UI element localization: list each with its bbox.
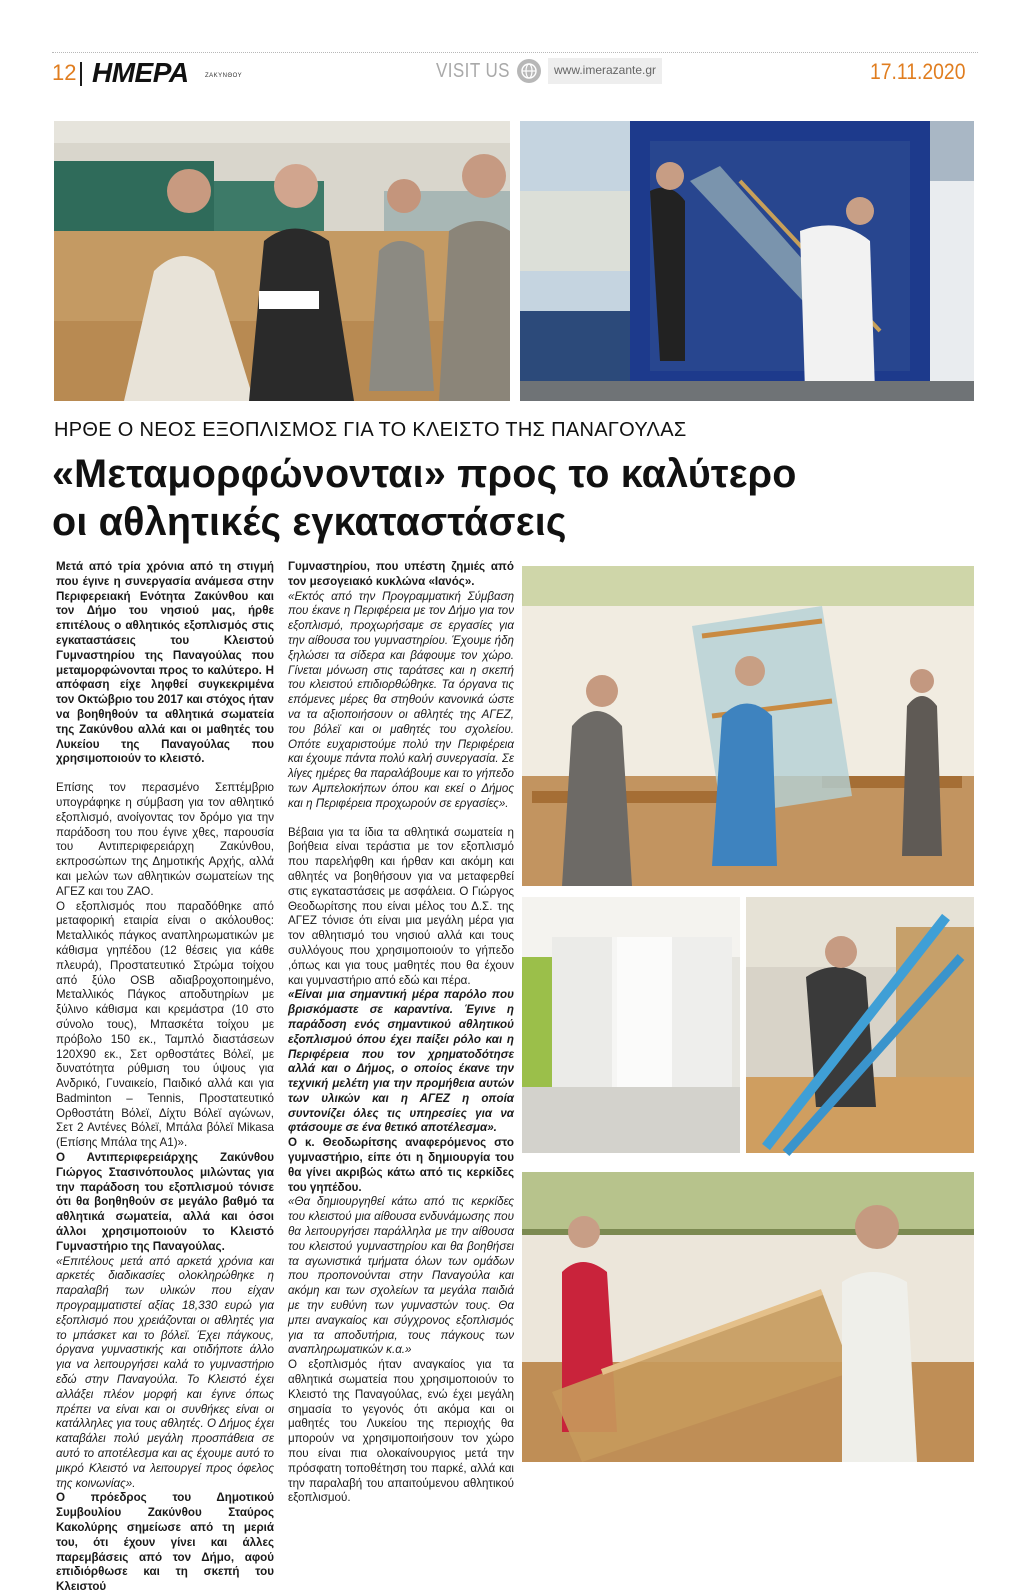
page-number: 12 — [52, 60, 77, 85]
globe-icon[interactable] — [517, 59, 541, 83]
newspaper-logo-sub: ΖΑΚΥΝΘΟΥ — [205, 73, 243, 79]
photo-two-men-bench — [522, 1172, 974, 1462]
header-rule — [52, 52, 978, 53]
col2-para-3: Βέβαια για τα ίδια τα αθλητικά σωματεία η βοήθεια είναι τεράστια με τον εξοπλισμό που παρελήφθη και ήρθαν και ακόμη και αθλητές να βοηθήσουν για να μεταφερθεί στις εγκαταστάσεις με ασφάλεια. Ο Γιώργος Θεοδωρίτσης που είναι μέλος του Δ.Σ. της ΑΓΕΖ τόνισε ότι είναι μια μεγάλη μέρα για τον αθλητισμό του νησιού αλλά και τους συλλόγους που χρησιμοποιούν το γήπεδο ,όπως και για τους μαθητές που θα έχουν και γυμναστήριο από εδώ και πέρα. — [288, 825, 514, 987]
col1-para-2: Επίσης τον περασμένο Σεπτέμβριο υπογράφηκε η σύμβαση για τον αθλητικό εξοπλισμό, ανοίγοντας τον δρόμο για την παράδοση του που έγινε χθες, παρουσία του Αντιπεριφερειάρχη Ζακύνθου, εκπροσώπων της Δημοτικής Αρχής, αλλά και μελών των αθλητικών σωματείων της ΑΓΕΖ και του ΖΑΟ. — [56, 781, 274, 898]
col1-para-4: Ο Αντιπεριφερειάρχης Ζακύνθου Γιώργος Στασινόπουλος μιλώντας για την παράδοση του εξοπλισμού τόνισε ότι θα βοηθηθούν σε μεγάλο βαθμό τα αθλητικά σωματεία, αλλά και όσοι άλλοι χρησιμοποιούν το Κλειστό Γυμναστήριο της Παναγούλας. — [56, 1151, 274, 1253]
col2-para-4: «Είναι μια σημαντική μέρα παρόλο που βρισκόμαστε σε καραντίνα. Έγινε η παράδοση ενός σημαντικού αθλητικού εξοπλισμού όπου έχει παίξει ρόλο και η Περιφέρεια που τον χρηματοδότησε αλλά και ο Δήμος, ο οποίος έκανε την τεχνική μελέτη για την προμήθεια αυτών των υλικών και η ΑΓΕΖ η οποία συντονίζει όλες τις υπηρεσίες για να φτάσουμε σε ένα θετικό αποτέλεσμα». — [288, 988, 514, 1135]
article-column-1 — [56, 560, 274, 1595]
photo-officials-gym — [54, 121, 510, 401]
col2-para-2: «Εκτός από την Προγραμματική Σύμβαση που έκανε η Περιφέρεια με τον Δήμο για τον εξοπλισμό, προχωρήσαμε σε εργασίες για την αίθουσα του γυμναστηρίου. Έχουμε ήδη ξηλώσει τα σίδερα και βάφουμε τον χώρο. Γίνεται μόνωση στις ταράτσες και η σκεπή του κλειστού επιδιορθώθηκε. Τα όργανα τις επόμενες μέρες θα στηθούν κανονικά ώστε να τα αξιοποιήσουν οι αθλητές της ΑΓΕΖ, του βόλεϊ και οι μαθητές του σχολείου. Οπότε ευχαριστούμε πολύ την Περιφέρεια και έχουμε πάντα πολύ καλή συνεργασία. Σε λίγες ημέρες θα παραλάβουμε και το γήπεδο των Αμπελοκήπων όπου και εκεί ο Δήμος και η Περιφέρεια προχωρούν σε εργασίες». — [288, 589, 514, 810]
col2-para-1: Γυμναστηρίου, που υπέστη ζημιές από τον μεσογειακό κυκλώνα «Ιανός». — [288, 560, 514, 588]
article-column-2 — [288, 560, 514, 1506]
col2-para-6: «Θα δημιουργηθεί κάτω από τις κερκίδες του κλειστού μια αίθουσα ενδυνάμωσης που θα λειτουργήσει παράλληλα με την αίθουσα του κλειστού γυμναστηρίου και θα βοηθήσει τα αγωνιστικά τμήματα όλων των ομάδων που προπονούνται στην Παναγούλα και ακόμη και των σχολείων τα μεγάλα παιδιά με την ευθύνη των γυμναστών τους. Θα μπει αναγκαίος και σύγχρονος εξοπλισμός για τα αποδυτήρια, τους πάγκους των αναπληρωματικών κ.α.» — [288, 1195, 514, 1357]
col2-para-5: Ο κ. Θεοδωρίτσης αναφερόμενος στο γυμναστήριο, είπε ότι η δημιουργία του θα γίνει ακριβώς κάτω από τις κερκίδες του γηπέδου. — [288, 1136, 514, 1194]
photo-truck-unloading — [520, 121, 974, 401]
visit-us-label: VISIT US — [436, 60, 510, 82]
headline-line-2: οι αθλητικές εγκαταστάσεις — [52, 500, 567, 544]
article-headline — [52, 450, 982, 546]
article-kicker: ΗΡΘΕ Ο ΝΕΟΣ ΕΞΟΠΛΙΣΜΟΣ ΓΙΑ ΤΟ ΚΛΕΙΣΤΟ ΤΗΣ ΠΑΝΑΓΟΥΛΑΣ — [54, 419, 687, 441]
col1-para-6: Ο πρόεδρος του Δημοτικού Συμβουλίου Ζακύνθου Σταύρος Κακολύρης σημείωσε από τη μεριά του, ότι έχουν γίνει και άλλες παρεμβάσεις από τον Δήμο, αφού επιδιόρθωσε και τη σκεπή του Κλειστού — [56, 1491, 274, 1594]
photo-wrapped-mats — [522, 897, 740, 1153]
issue-date: 17.11.2020 — [870, 59, 966, 84]
col1-para-1: Μετά από τρία χρόνια από τη στιγμή που έγινε η συνεργασία ανάμεσα στην Περιφερειακή Ενότητα Ζακύνθου και τον Δήμο του νησιού μας, ήρθε επιτέλους ο αθλητικός εξοπλισμός στις εγκαταστάσεις του Κλειστού Γυμναστηρίου της Παναγούλας που μεταμορφώνονται προς το καλύτερο. Η απόφαση είχε ληφθεί συγκεκριμένα τον Οκτώβριο του 2017 και στόχος ήταν να βοηθηθούν τα αθλητικά σωματεία της Ζακύνθου αλλά και οι μαθητές του Λυκείου της Παναγούλας που χρησιμοποιούν το κλειστό. — [56, 560, 274, 766]
newspaper-logo: ΗΜΕΡΑ — [92, 57, 189, 88]
website-url[interactable]: www.imerazante.gr — [548, 58, 662, 84]
page-separator — [80, 62, 82, 86]
headline-line-1: «Μεταμορφώνονται» προς το καλύτερο — [52, 452, 797, 496]
col2-para-7: Ο εξοπλισμός ήταν αναγκαίος για τα αθλητικά σωματεία που χρησιμοποιούν το Κλειστό της Παναγούλας, ενώ έχει μεγάλη σημασία το γεγονός ότι ακόμα και οι μαθητές του Λυκείου της περιοχής θα μπορούν να χρησιμοποιήσουν τον χώρο που είναι πια ολοκαίνουργιος μετά την πρόσφατη τοποθέτηση του παρκέ, αλλά και την παραλαβή του απαιτούμενου αθλητικού εξοπλισμού. — [288, 1358, 514, 1505]
photo-blue-poles — [746, 897, 974, 1153]
photo-carrying-bench — [522, 566, 974, 886]
col1-para-5: «Επιτέλους μετά από αρκετά χρόνια και αρκετές διαδικασίες ολοκληρώθηκε η παραλαβή των υλικών που είχαν προγραμματιστεί αξίας 18,330 ευρώ για εξοπλισμό που χρειάζονται οι αθλητές για το μπάσκετ και το βόλεϊ. Έχει πάγκους, όργανα γυμναστικής και οτιδήποτε άλλο για να λειτουργήσει καλά το γυμναστήριο εδώ στην Παναγούλα. Το Κλειστό έχει αλλάξει πλέον μορφή και έγινε όπως πρέπει να είναι και οι συνθήκες είναι οι κατάλληλες για τους αθλητές. Ο Δήμος έχει καταβάλει πολύ μεγάλη προσπάθεια σε αυτό το αποτέλεσμα και ας έχουμε αυτό το μικρό Κλειστό να λειτουργεί προς όφελος της κοινωνίας». — [56, 1254, 274, 1490]
col1-para-3: Ο εξοπλισμός που παραδόθηκε από μεταφορική εταιρία είναι ο ακόλουθος: Μεταλλικός πάγκος αναπληρωματικών με κάθισμα γηπέδου (12 θέσεις για κάθε πλευρά), Προστατευτικό Στρώμα τοίχου από ξύλο OSB αδιαβροχοποιημένο, Μεταλλικός Πάγκος αποδυτηρίων με ξύλινο κάθισμα και κρεμάστρα (10 στο σύνολο τους), Μπασκέτα τοίχου με πρόβολο 150 εκ., Ταμπλό διαστάσεων 120Χ90 εκ., Σετ ορθοστάτες Βόλεϊ, με δυνατότητα ρύθμιση του ύψους για Ανδρικό, Γυναικείο, Παιδικό αλλά και για Badminton – Tennis, Προστατευτικό Ορθοστάτη Βόλεϊ, Δίχτυ Βόλεϊ αγώνων, Σετ 2 Αντένες Βόλεϊ, Μπάλα βόλεϊ Mikasa (Επίσης Μπάλα της Α1)». — [56, 899, 274, 1150]
